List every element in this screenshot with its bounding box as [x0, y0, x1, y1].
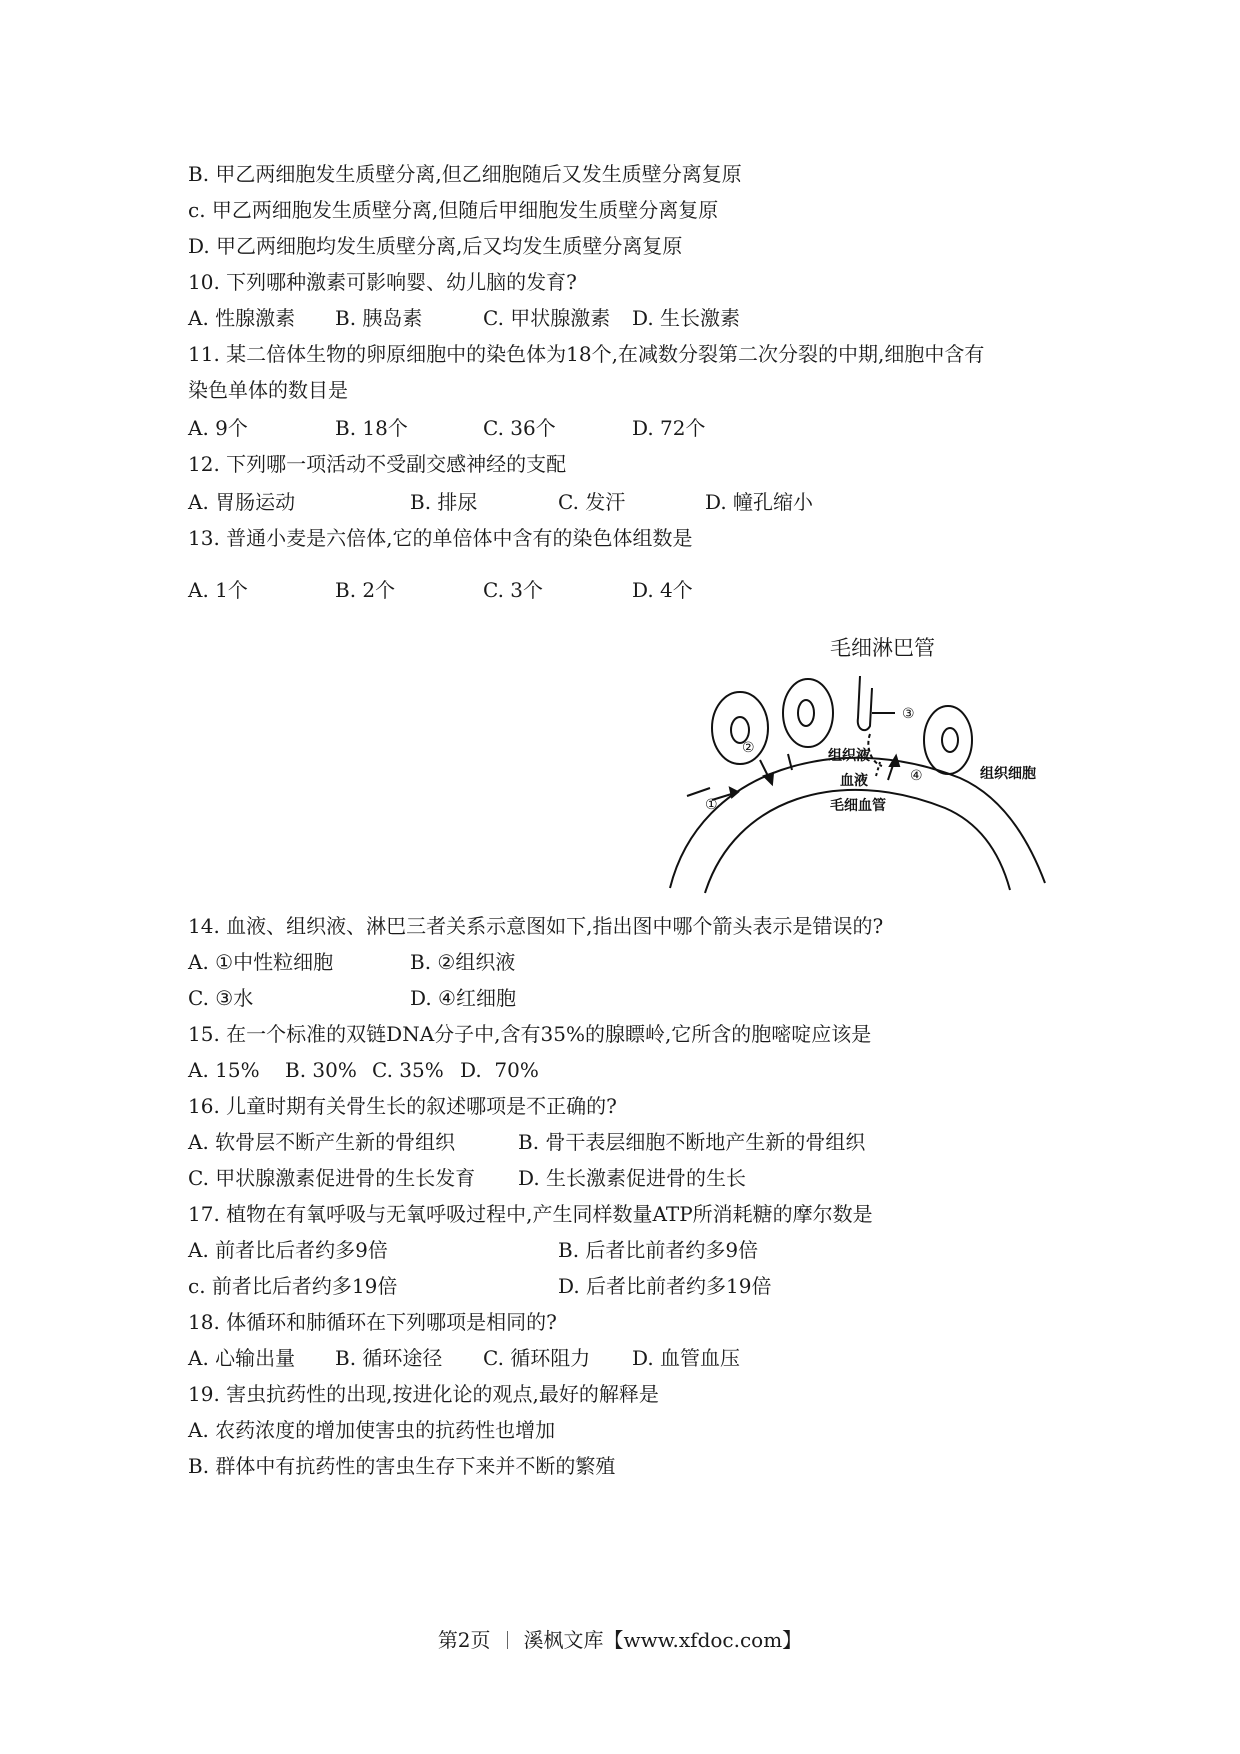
q15-option-b: B. 30%: [285, 1058, 357, 1082]
tissue-cell-3: [924, 706, 972, 774]
q17-option-d: D. 后者比前者约多19倍: [558, 1274, 772, 1298]
dashed-arrow-out: [876, 762, 880, 776]
q11-option-d: D. 72个: [632, 416, 706, 440]
q10-option-b: B. 胰岛素: [335, 306, 423, 330]
label-n4: ④: [910, 768, 923, 784]
dashed-arrow-into-lymph: [868, 734, 882, 766]
q9-option-b: B. 甲乙两细胞发生质壁分离,但乙细胞随后又发生质壁分离复原: [188, 162, 742, 186]
q14-option-a: A. ①中性粒细胞: [188, 950, 334, 974]
q16-stem: 16. 儿童时期有关骨生长的叙述哪项是不正确的?: [188, 1094, 617, 1118]
label-tissue-cell: 组织细胞: [980, 766, 1036, 782]
arrow-2-head: [764, 773, 773, 784]
q13-option-a: A. 1个: [188, 578, 248, 602]
q10-option-c: C. 甲状腺激素: [483, 306, 611, 330]
q10-option-a: A. 性腺激素: [188, 306, 296, 330]
label-n1: ①: [705, 797, 718, 813]
q12-option-b: B. 排尿: [410, 490, 478, 514]
q9-option-d: D. 甲乙两细胞均发生质壁分离,后又均发生质壁分离复原: [188, 234, 683, 258]
q17-option-c: c. 前者比后者约多19倍: [188, 1274, 398, 1298]
q14-stem: 14. 血液、组织液、淋巴三者关系示意图如下,指出图中哪个箭头表示是错误的?: [188, 914, 884, 938]
q14-option-d: D. ④红细胞: [410, 986, 516, 1010]
q13-option-d: D. 4个: [632, 578, 693, 602]
q11-stem-line2: 染色单体的数目是: [188, 378, 348, 402]
q19-option-b: B. 群体中有抗药性的害虫生存下来并不断的繁殖: [188, 1454, 616, 1478]
q10-option-d: D. 生长激素: [632, 306, 741, 330]
footer-divider: [507, 1631, 508, 1649]
q10-stem: 10. 下列哪种激素可影响婴、幼儿脑的发育?: [188, 270, 577, 294]
q12-stem: 12. 下列哪一项活动不受副交感神经的支配: [188, 452, 567, 476]
q16-option-b: B. 骨干表层细胞不断地产生新的骨组织: [518, 1130, 866, 1154]
q17-option-a: A. 前者比后者约多9倍: [188, 1238, 388, 1262]
label-1-leader: [687, 788, 710, 796]
q18-option-c: C. 循环阻力: [483, 1346, 591, 1370]
tissue-cell-2-nucleus: [798, 700, 814, 726]
q15-option-a: A. 15%: [188, 1058, 260, 1082]
q16-option-c: C. 甲状腺激素促进骨的生长发育: [188, 1166, 476, 1190]
footer-site-name: 溪枫文库【www.xfdoc.com】: [523, 1628, 803, 1652]
q13-option-c: C. 3个: [483, 578, 544, 602]
q13-stem: 13. 普通小麦是六倍体,它的单倍体中含有的染色体组数是: [188, 526, 693, 550]
q12-option-d: D. 幢孔缩小: [705, 490, 814, 514]
q19-option-a: A. 农药浓度的增加使害虫的抗药性也增加: [188, 1418, 556, 1442]
tissue-cell-1: [712, 692, 768, 764]
q19-stem: 19. 害虫抗药性的出现,按进化论的观点,最好的解释是: [188, 1382, 659, 1406]
page-footer: [0, 1624, 1240, 1653]
q11-stem-line1: 11. 某二倍体生物的卵原细胞中的染色体为18个,在减数分裂第二次分裂的中期,细胞中含有: [188, 342, 985, 366]
label-tissue-fluid: 组织液: [828, 748, 870, 764]
q18-option-d: D. 血管血压: [632, 1346, 741, 1370]
q15-option-d: D. 70%: [460, 1058, 539, 1082]
q11-option-a: A. 9个: [188, 416, 248, 440]
q15-option-c: C. 35%: [372, 1058, 444, 1082]
q12-option-a: A. 胃肠运动: [188, 490, 296, 514]
arrow-1-head: [730, 788, 738, 797]
q18-stem: 18. 体循环和肺循环在下列哪项是相同的?: [188, 1310, 557, 1334]
q9-option-c: c. 甲乙两细胞发生质壁分离,但随后甲细胞发生质壁分离复原: [188, 198, 719, 222]
footer-page-number: 第2页: [437, 1628, 491, 1652]
capillary-diagram: [660, 668, 1060, 898]
q16-option-a: A. 软骨层不断产生新的骨组织: [188, 1130, 456, 1154]
tissue-cell-3-nucleus: [942, 728, 958, 752]
label-n3: ③: [902, 706, 915, 722]
q11-option-c: C. 36个: [483, 416, 556, 440]
q14-option-b: B. ②组织液: [410, 950, 516, 974]
q12-option-c: C. 发汗: [558, 490, 626, 514]
label-blood: 血液: [840, 773, 868, 789]
diagram-title: 毛细淋巴管: [830, 636, 935, 660]
q11-option-b: B. 18个: [335, 416, 408, 440]
q13-option-b: B. 2个: [335, 578, 396, 602]
q17-stem: 17. 植物在有氧呼吸与无氧呼吸过程中,产生同样数量ATP所消耗糖的摩尔数是: [188, 1202, 873, 1226]
label-capillary: 毛细血管: [830, 798, 886, 814]
lymph-capillary: [858, 676, 872, 730]
q17-option-b: B. 后者比前者约多9倍: [558, 1238, 759, 1262]
q16-option-d: D. 生长激素促进骨的生长: [518, 1166, 747, 1190]
label-n2: ②: [742, 740, 755, 756]
tissue-cell-2: [783, 679, 833, 747]
q14-option-c: C. ③水: [188, 986, 254, 1010]
q18-option-b: B. 循环途径: [335, 1346, 443, 1370]
q15-stem: 15. 在一个标准的双链DNA分子中,含有35%的腺瞟岭,它所含的胞嘧啶应该是: [188, 1022, 872, 1046]
q18-option-a: A. 心输出量: [188, 1346, 296, 1370]
